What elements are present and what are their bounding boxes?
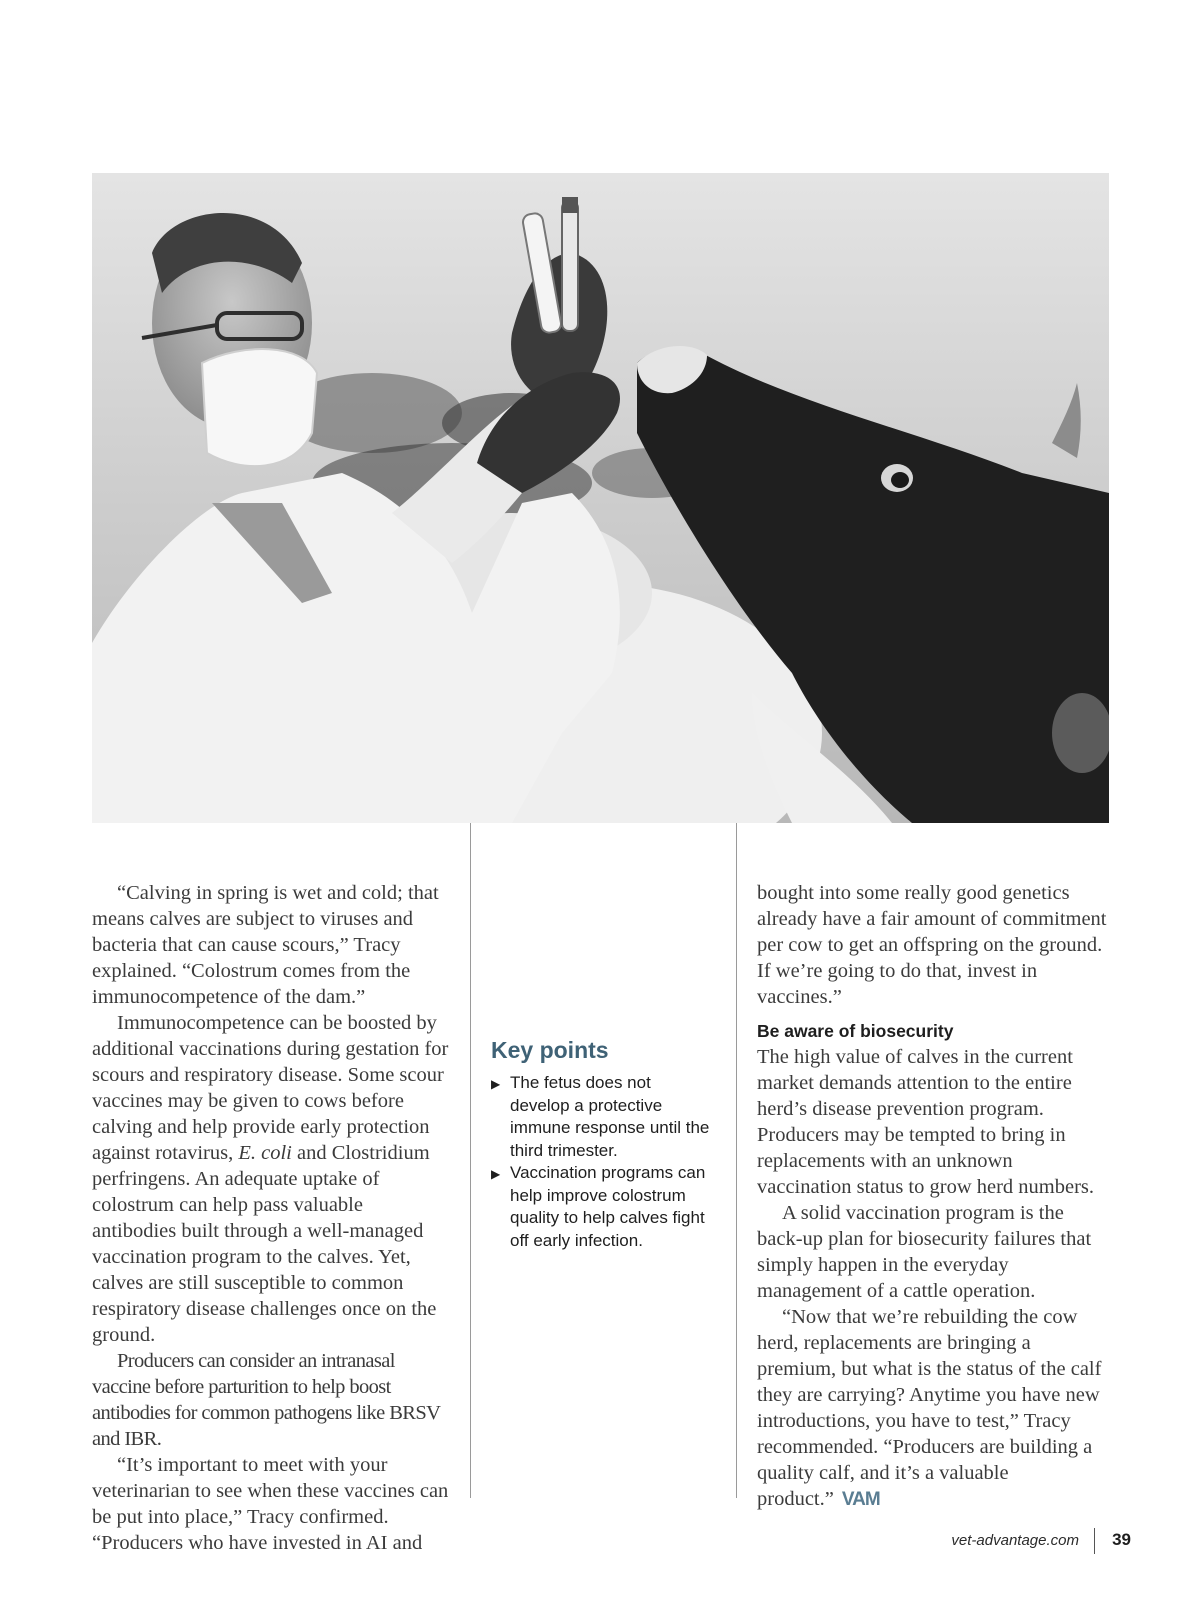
right-column — [757, 880, 1109, 1513]
end-mark-logo: VAM — [841, 1489, 880, 1510]
text-run: “Now that we’re rebuilding the cow herd, replacements are bringing a premium, but what is the status of the calf they are carrying? Anytime you have new introductions, you have to test,” Tracy recommended. “Producers are building a quality calf, and it’s a valuable product.” — [757, 1306, 1102, 1510]
column-divider-left — [470, 823, 471, 1498]
paragraph: The high value of calves in the current market demands attention to the entire herd’s disease prevention program. Producers may be tempted to bring in replacements with an unknown vaccination status to grow herd numbers. — [757, 1046, 1095, 1198]
italic-text: E. coli — [238, 1142, 292, 1164]
paragraph: Producers can consider an intranasal vaccine before parturition to help boost antibodies for common pathogens like BRSV and IBR. — [92, 1350, 440, 1450]
key-points-title: Key points — [491, 1037, 609, 1063]
veterinarian-with-test-tubes-and-cow-photo — [92, 173, 1109, 823]
text-run: Immunocompetence can be boosted by additional vaccinations during gestation for scours and respiratory disease. Some scour vaccines may be given to cows before calving and help provide early protection against rotavirus, — [92, 1012, 449, 1164]
page-footer — [0, 1528, 1200, 1558]
key-points-box — [491, 1036, 711, 1252]
text-run: and Clostridium perfringens. An adequate uptake of colostrum can help pass valuable antibodies built through a well-managed vaccination program to the calves. Yet, calves are still susceptible to common respiratory disease challenges once on the ground. — [92, 1142, 437, 1346]
paragraph: “It’s important to meet with your veterinarian to see when these vaccines can be put into place,” Tracy confirmed. “Producers who have invested in AI and — [92, 1454, 449, 1554]
triangle-bullet-icon: ▶ — [491, 1077, 501, 1091]
key-point-text: The fetus does not develop a protective immune response until the third trimester. — [510, 1073, 710, 1160]
key-point-item — [491, 1072, 711, 1162]
key-point-item — [491, 1162, 711, 1252]
article-photo — [92, 173, 1109, 823]
key-point-text: Vaccination programs can help improve colostrum quality to help calves fight off early infection. — [510, 1163, 706, 1250]
page-number: 39 — [1112, 1530, 1131, 1549]
column-divider-right — [736, 823, 737, 1498]
footer-website: vet-advantage.com — [951, 1532, 1079, 1549]
paragraph — [92, 1010, 452, 1348]
section-subhead: Be aware of biosecurity — [757, 1021, 954, 1041]
triangle-bullet-icon: ▶ — [491, 1167, 501, 1181]
footer-divider — [1094, 1528, 1095, 1554]
paragraph: bought into some really good genetics already have a fair amount of commitment per cow to get an offspring on the ground. If we’re going to do that, invest in vaccines.” — [757, 882, 1107, 1008]
key-points-list — [491, 1072, 711, 1252]
paragraph — [757, 1304, 1109, 1513]
left-column — [92, 880, 452, 1556]
paragraph: “Calving in spring is wet and cold; that means calves are subject to viruses and bacteria that can cause scours,” Tracy explained. “Colostrum comes from the immunocompetence of the dam.” — [92, 882, 439, 1008]
paragraph: A solid vaccination program is the back-up plan for biosecurity failures that simply happen in the everyday management of a cattle operation. — [757, 1202, 1092, 1302]
